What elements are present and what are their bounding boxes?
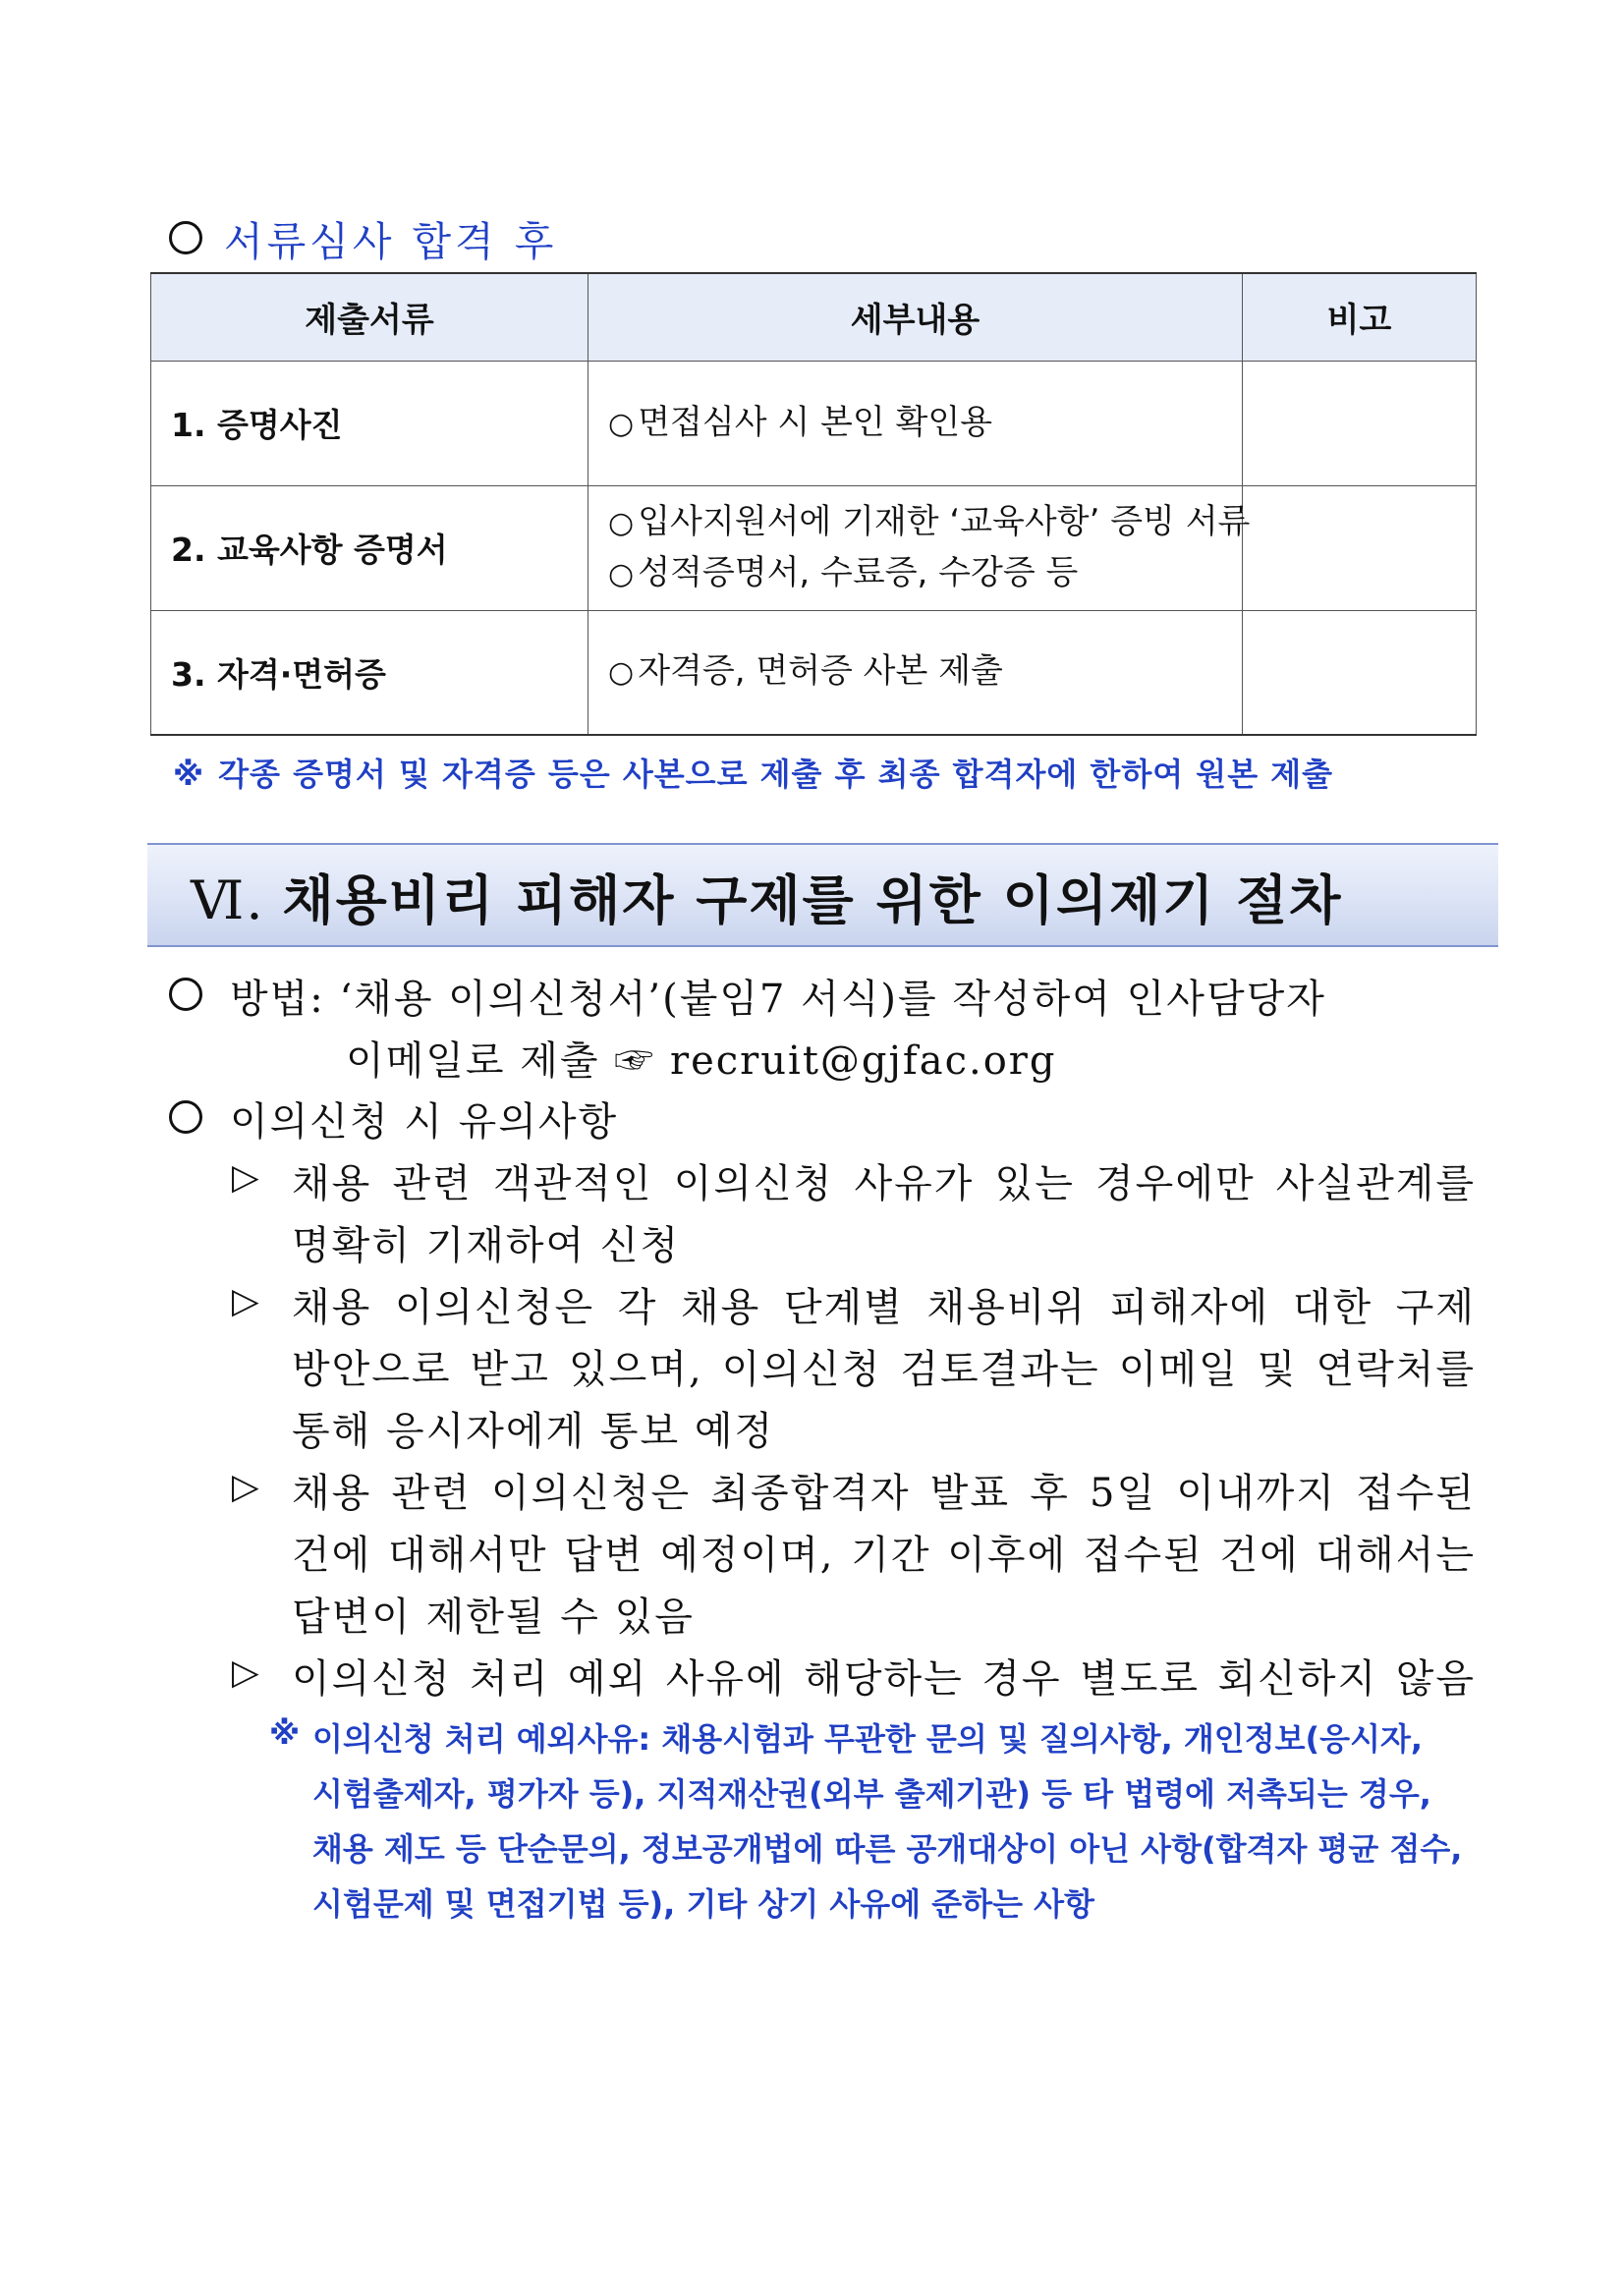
documents-table [150, 272, 1477, 736]
detail-line: ○ 면접심사 시 본인 확인용 [608, 402, 993, 442]
table-header-cell: 세부내용 [588, 273, 1243, 361]
triangle-bullet-icon: ▷ [232, 1157, 259, 1198]
table-note [173, 750, 1480, 795]
method-line-1: 방법: ‘채용 이의신청서’(붙임7 서식)를 작성하여 인사담당자 [230, 977, 1326, 1022]
exception-note-line: 채용 제도 등 단순문의, 정보공개법에 따른 공개대상이 아닌 사항(합격자 평균 점수, [312, 1830, 1463, 1868]
doc-name-cell: 3. 자격·면허증 [151, 610, 588, 735]
cautions-heading: 이의신청 시 유의사항 [230, 1099, 619, 1145]
section-title: 서류심사 합격 후 [224, 217, 558, 265]
method-line-2: 이메일로 제출 ☞ recruit@gjfac.org [346, 1038, 1057, 1084]
table-row [151, 610, 1477, 735]
exception-note-line: 이의신청 처리 예외사유: 채용시험과 무관한 문의 및 질의사항, 개인정보(응시자, [312, 1720, 1424, 1758]
circle-bullet-icon [169, 1100, 202, 1134]
table-row [151, 485, 1477, 610]
detail-line: ○ 자격증, 면허증 사본 제출 [608, 651, 1003, 692]
caution-line: 채용 관련 객관적인 이의신청 사유가 있는 경우에만 사실관계를 [292, 1161, 1476, 1206]
chapter-title [191, 859, 1342, 934]
circle-bullet-icon [169, 221, 202, 254]
detail-cell [588, 610, 1243, 735]
table-header-cell: 비고 [1243, 273, 1477, 361]
reference-mark-icon: ※ [269, 1714, 301, 1752]
caution-line: 통해 응시자에게 통보 예정 [292, 1409, 775, 1454]
caution-line: 명확히 기재하여 신청 [292, 1223, 681, 1268]
detail-line: ○ 성적증명서, 수료증, 수강증 등 [608, 552, 1079, 592]
doc-name-cell: 2. 교육사항 증명서 [151, 485, 588, 610]
caution-line: 채용 관련 이의신청은 최종합격자 발표 후 5일 이내까지 접수된 [292, 1471, 1476, 1516]
section-heading [169, 208, 557, 267]
small-circle-icon: ○ [608, 655, 635, 691]
small-circle-icon: ○ [608, 505, 635, 540]
chapter-banner [147, 843, 1498, 947]
remark-cell [1243, 361, 1477, 485]
table-row [151, 361, 1477, 485]
detail-cell [588, 485, 1251, 610]
chapter-numeral: Ⅵ. [191, 869, 265, 931]
doc-name-cell: 1. 증명사진 [151, 361, 588, 485]
caution-line: 방안으로 받고 있으며, 이의신청 검토결과는 이메일 및 연락처를 [292, 1347, 1476, 1392]
triangle-bullet-icon: ▷ [232, 1652, 259, 1693]
small-circle-icon: ○ [608, 406, 635, 441]
caution-line: 답변이 제한될 수 있음 [292, 1595, 695, 1640]
detail-cell [588, 361, 1243, 485]
detail-line: ○ 입사지원서에 기재한 ‘교육사항’ 증빙 서류 [608, 501, 1251, 541]
caution-line: 이의신청 처리 예외 사유에 해당하는 경우 별도로 회신하지 않음 [292, 1656, 1476, 1702]
remark-cell [1243, 485, 1477, 610]
triangle-bullet-icon: ▷ [232, 1281, 259, 1321]
circle-bullet-icon [169, 978, 202, 1011]
caution-line: 채용 이의신청은 각 채용 단계별 채용비위 피해자에 대한 구제 [292, 1285, 1476, 1330]
reference-mark-icon: ※ [173, 756, 205, 793]
chapter-title-text: 채용비리 피해자 구제를 위한 이의제기 절차 [282, 869, 1343, 931]
exception-note-line: 시험출제자, 평가자 등), 지적재산권(외부 출제기관) 등 타 법령에 저촉되는 경우, [312, 1775, 1431, 1813]
caution-line: 건에 대해서만 답변 예정이며, 기간 이후에 접수된 건에 대해서는 [292, 1533, 1476, 1578]
table-note-text: 각종 증명서 및 자격증 등은 사본으로 제출 후 최종 합격자에 한하여 원본 제출 [218, 756, 1334, 793]
table-header-cell: 제출서류 [151, 273, 588, 361]
triangle-bullet-icon: ▷ [232, 1467, 259, 1507]
table-header-row [151, 273, 1477, 361]
exception-note-line: 시험문제 및 면접기법 등), 기타 상기 사유에 준하는 사항 [312, 1885, 1094, 1923]
remark-cell [1243, 610, 1477, 735]
small-circle-icon: ○ [608, 556, 635, 591]
